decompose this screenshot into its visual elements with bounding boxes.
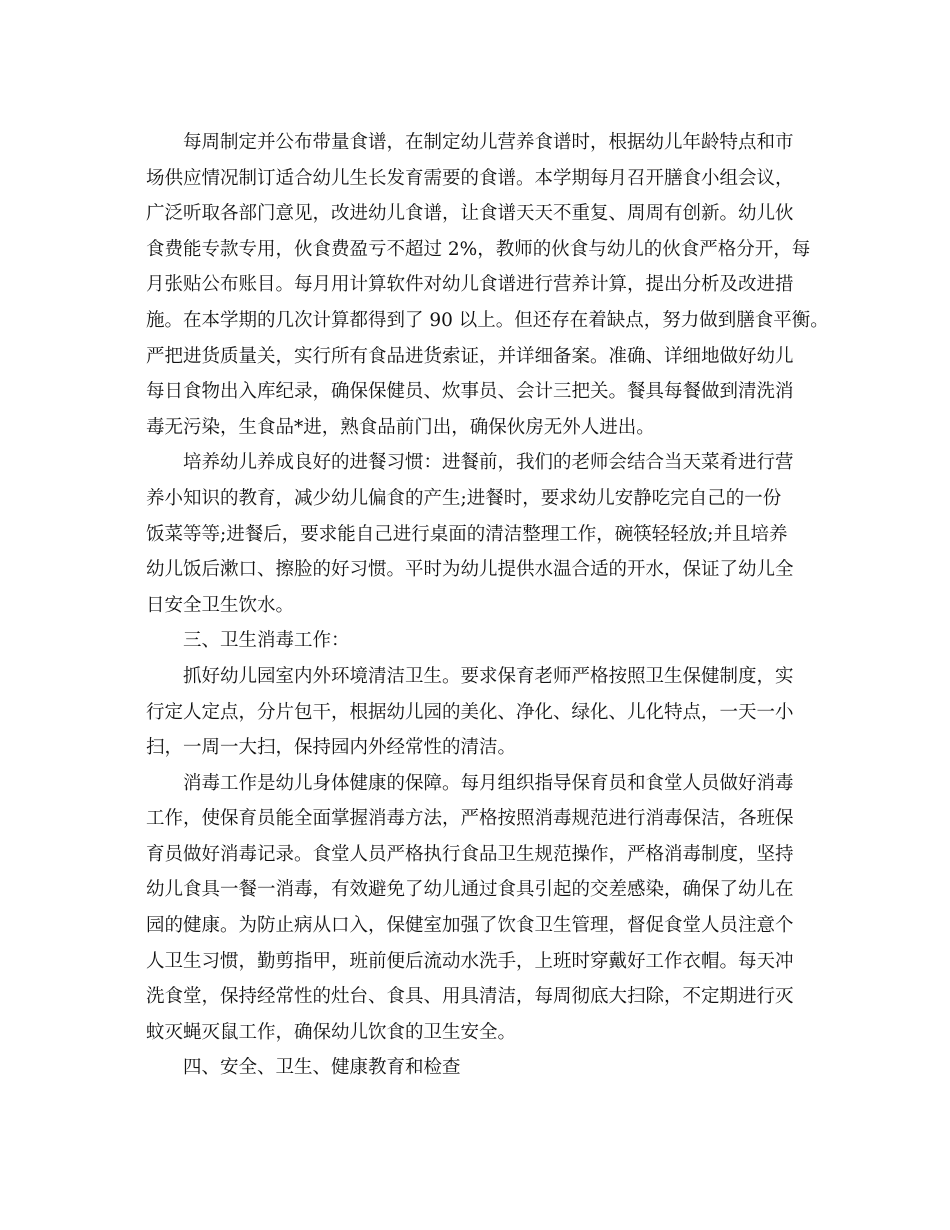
text-line: 养小知识的教育，减少幼儿偏食的产生;进餐时，要求幼儿安静吃完自己的一份 (146, 487, 782, 509)
text-line: 行定人定点，分片包干，根据幼儿园的美化、净化、绿化、儿化特点，一天一小 (146, 701, 794, 723)
text-line: 食费能专款专用，伙食费盈亏不超过 2%，教师的伙食与幼儿的伙食严格分开，每 (146, 238, 811, 260)
text-line: 饭菜等等;进餐后，要求能自己进行桌面的清洁整理工作，碗筷轻轻放;并且培养 (146, 523, 788, 545)
text-line: 场供应情况制订适合幼儿生长发育需要的食谱。本学期每月召开膳食小组会议， (146, 167, 794, 189)
text-line: 毒无污染，生食品*进，熟食品前门出，确保伙房无外人进出。 (146, 416, 655, 438)
text-line: 工作，使保育员能全面掌握消毒方法，严格按照消毒规范进行消毒保洁，各班保 (146, 808, 794, 830)
text-line: 月张贴公布账目。每月用计算软件对幼儿食谱进行营养计算，提出分析及改进措 (146, 274, 794, 296)
text-line: 广泛听取各部门意见，改进幼儿食谱，让食谱天天不重复、周周有创新。幼儿伙 (146, 203, 794, 225)
text-line: 幼儿食具一餐一消毒，有效避免了幼儿通过食具引起的交差感染，确保了幼儿在 (146, 879, 794, 901)
text-line: 每周制定并公布带量食谱，在制定幼儿营养食谱时，根据幼儿年龄特点和市 (183, 132, 794, 153)
text-line: 扫，一周一大扫，保持园内外经常性的清洁。 (146, 737, 517, 759)
text-line: 严把进货质量关，实行所有食品进货索证，并详细备案。准确、详细地做好幼儿 (146, 345, 794, 367)
text-line: 人卫生习惯，勤剪指甲，班前便后流动水洗手，上班时穿戴好工作衣帽。每天冲 (146, 950, 794, 972)
text-line: 施。在本学期的几次计算都得到了 90 以上。但还存在着缺点，努力做到膳食平衡。 (146, 309, 829, 331)
text-line: 四、安全、卫生、健康教育和检查 (183, 1057, 461, 1079)
text-line: 蚊灭蝇灭鼠工作，确保幼儿饮食的卫生安全。 (146, 1021, 517, 1043)
document-body (146, 125, 830, 1086)
text-line: 幼儿饭后漱口、擦脸的好习惯。平时为幼儿提供水温合适的开水，保证了幼儿全 (146, 559, 794, 581)
text-line: 每日食物出入库纪录，确保保健员、炊事员、会计三把关。餐具每餐做到清洗消 (146, 381, 794, 403)
text-line: 培养幼儿养成良好的进餐习惯：进餐前，我们的老师会结合当天菜肴进行营 (183, 452, 794, 474)
text-line: 洗食堂，保持经常性的灶台、食具、用具清洁，每周彻底大扫除，不定期进行灭 (146, 986, 794, 1008)
text-line: 三、卫生消毒工作： (183, 630, 350, 652)
text-line: 育员做好消毒记录。食堂人员严格执行食品卫生规范操作，严格消毒制度，坚持 (146, 843, 794, 865)
text-line: 日安全卫生饮水。 (146, 594, 295, 616)
text-line: 消毒工作是幼儿身体健康的保障。每月组织指导保育员和食堂人员做好消毒 (183, 772, 794, 794)
text-line: 园的健康。为防止病从口入，保健室加强了饮食卫生管理，督促食堂人员注意个 (146, 915, 794, 937)
text-line: 抓好幼儿园室内外环境清洁卫生。要求保育老师严格按照卫生保健制度，实 (183, 665, 794, 687)
